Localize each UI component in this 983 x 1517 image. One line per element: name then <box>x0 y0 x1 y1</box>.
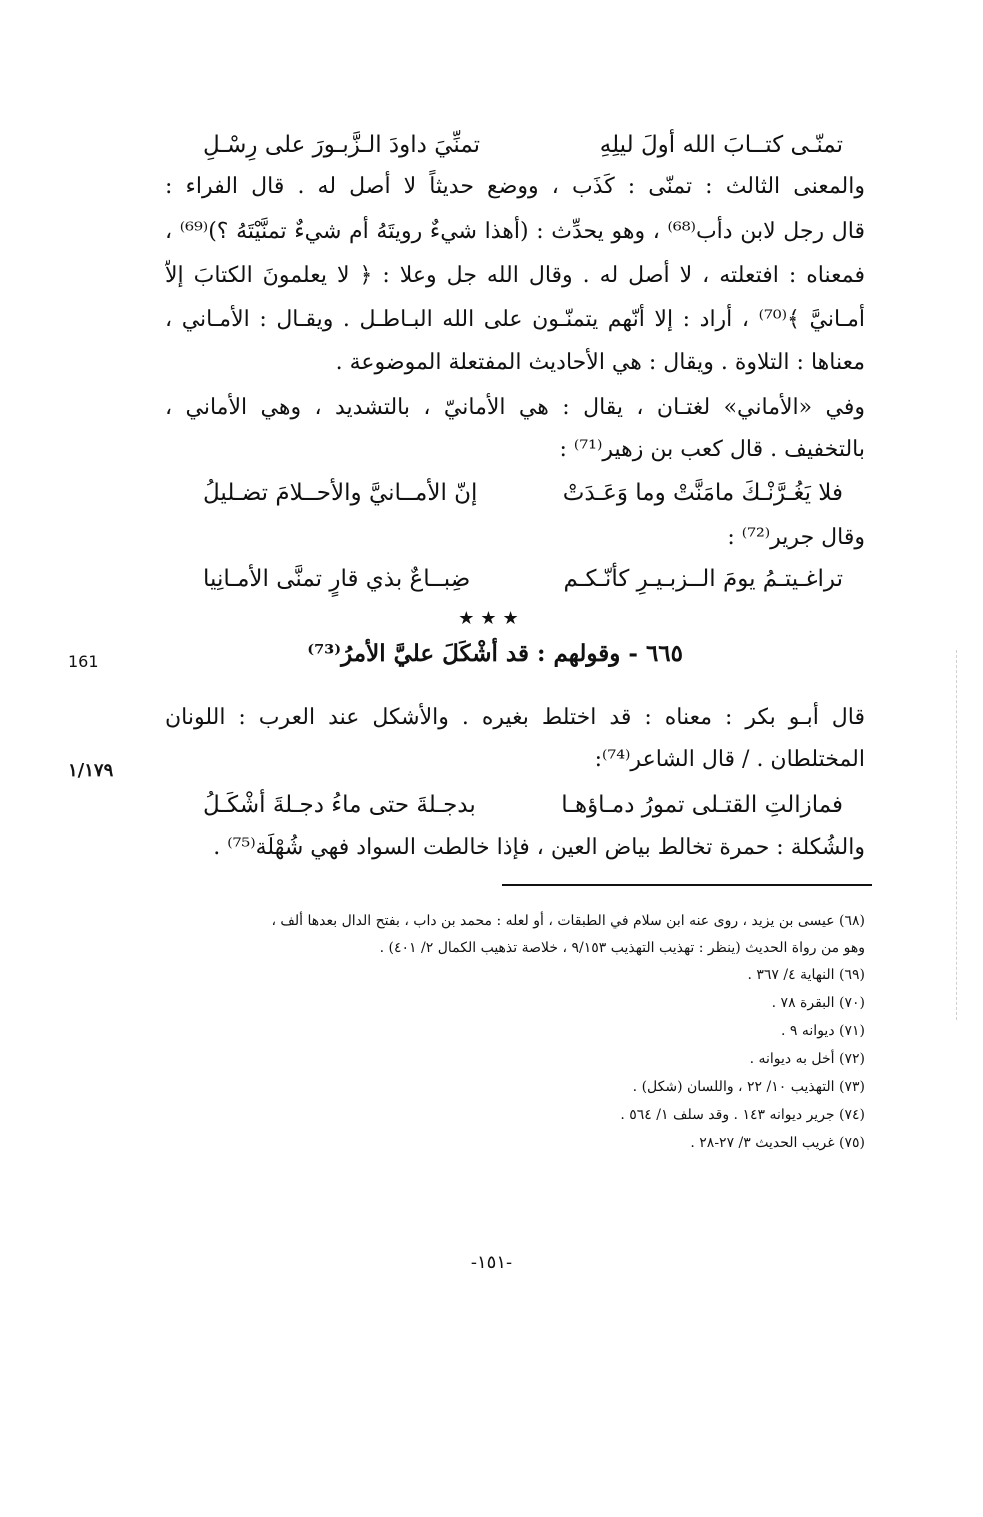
verse-hemistich-first: فلا يَغُـرَّنْـكَ مامَنَّتْ وما وَعَـدَتْ <box>562 480 843 506</box>
footnote: (٧٢) أخل به ديوانه . <box>749 1051 865 1067</box>
section-separator: ★★★ <box>458 608 525 629</box>
text-line: وفي «الأماني» لغتـان ، يقال : هي الأمانيّ ، بالتشديد ، وهي الأماني ، <box>165 395 865 420</box>
footnote: (٦٨) عيسى بن يزيد ، روى عنه ابن سلام في الطبقات ، أو لعله : محمد بن داب ، بفتح الدال بعدها ألف ، <box>271 913 865 929</box>
verse-hemistich-second: تمنِّيَ داودَ الـزَّبـورَ على رِسْـلِ <box>203 132 481 158</box>
footnote: (٧٥) غريب الحديث ٣/ ٢٧-٢٨ . <box>690 1135 865 1151</box>
text-line: والشُكلة : حمرة تخالط بياض العين ، فإذا خالطت السواد فهي شُهْلَة⁽⁷⁵⁾ . <box>213 835 865 860</box>
verse-hemistich-first: فمازالتِ القتـلى تمورُ دمـاؤهـا <box>561 792 843 818</box>
verse-hemistich-second: إنّ الأمــانيَّ والأحــلامَ تضـليلُ <box>203 480 478 506</box>
footnote-divider <box>502 884 872 886</box>
text-line: بالتخفيف . قال كعب بن زهير⁽⁷¹⁾ : <box>559 437 865 462</box>
text-line: أمـانيَّ ﴾⁽⁷⁰⁾ ، أراد : إلا أنّهم يتمنّـون على الله البـاطـل . ويقـال : الأمـاني ، <box>165 307 865 332</box>
text-line: قال رجل لابن دأب⁽⁶⁸⁾ ، وهو يحدِّث : (أهذا شيءٌ رويتَهُ أم شيءٌ تمنَّيْتَهُ ؟)⁽⁶⁹⁾ ، <box>165 219 865 244</box>
footnote: (٧٣) التهذيب ١٠/ ٢٢ ، واللسان (شكل) . <box>632 1079 865 1095</box>
footnote: (٦٩) النهاية ٤/ ٣٦٧ . <box>747 967 865 983</box>
verse-line <box>203 784 843 826</box>
verse-line <box>203 472 843 514</box>
text-line: وقال جرير⁽⁷²⁾ : <box>727 525 865 550</box>
footnote: (٧٤) جرير ديوانه ١٤٣ . وقد سلف ١/ ٥٦٤ . <box>620 1107 865 1123</box>
section-heading: ٦٦٥ - وقولهم : قد أشْكَلَ عليَّ الأمرُ⁽⁷³⁾ <box>307 640 683 667</box>
verse-hemistich-first: تمنّـى كتــابَ الله أولَ ليلِهِ <box>599 132 843 158</box>
scan-edge-artifact <box>956 650 957 1020</box>
footnote: وهو من رواة الحديث (ينظر : تهذيب التهذيب ٩/١٥٣ ، خلاصة تذهيب الكمال ٢/ ٤٠١) . <box>379 940 865 956</box>
text-line: والمعنى الثالث : تمنّى : كَذَب ، ووضع حديثاً لا أصل له . قال الفراء : <box>165 174 865 199</box>
footnote: (٧٠) البقرة ٧٨ . <box>771 995 865 1011</box>
page-number: -١٥١- <box>470 1252 513 1273</box>
text-line: قال أبـو بكر : معناه : قد اختلط بغيره . والأشكل عند العرب : اللونان <box>165 705 865 730</box>
margin-number: 161 <box>68 652 99 671</box>
verse-hemistich-first: تراغـيتـمُ يومَ الــزبـيـرِ كأنّـكـم <box>563 566 843 592</box>
text-line: المختلطان . / قال الشاعر⁽⁷⁴⁾: <box>594 747 865 772</box>
text-line: معناها : التلاوة . ويقال : هي الأحاديث المفتعلة الموضوعة . <box>335 350 865 375</box>
margin-reference: ١/١٧٩ <box>68 760 114 781</box>
footnote: (٧١) ديوانه ٩ . <box>781 1023 865 1039</box>
verse-line <box>203 558 843 600</box>
verse-hemistich-second: بدجـلةَ حتى ماءُ دجـلةَ أشْكَـلُ <box>203 792 476 818</box>
text-line: فمعناه : افتعلته ، لا أصل له . وقال الله جل وعلا : ﴿ لا يعلمونَ الكتابَ إلاّ <box>165 263 865 288</box>
verse-line <box>203 124 843 166</box>
verse-hemistich-second: ضِبــاعٌ بذي قارٍ تمنَّى الأمـانِيا <box>203 566 471 592</box>
